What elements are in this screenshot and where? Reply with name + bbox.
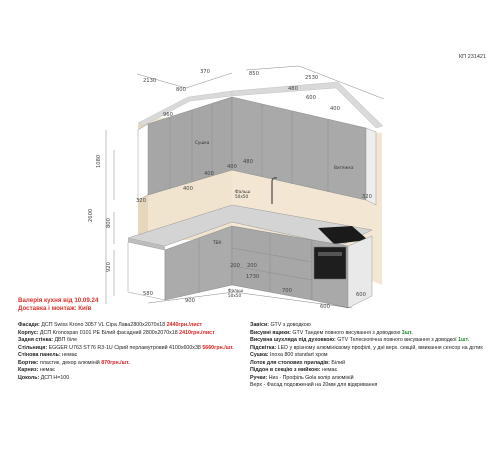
oven [314, 247, 346, 279]
dim-600-top: 600 [306, 95, 316, 101]
specs-right [250, 322, 490, 390]
spec-value: немає [38, 367, 55, 374]
spec-row-right-5 [250, 360, 490, 368]
spec-row-right-0 [250, 322, 490, 330]
dim-920: 920 [106, 262, 112, 272]
spec-value: немає [320, 367, 338, 374]
dim-800-vert: 800 [106, 218, 112, 228]
spec-key: Лоток для столових приладів: [250, 359, 330, 366]
spec-count: 3шт. [401, 329, 413, 336]
spec-row-left-6 [18, 367, 246, 375]
spec-price: 5660грн./шт. [202, 344, 234, 351]
spec-price: 2440грн./лист [166, 322, 203, 328]
spec-row-right-2 [250, 337, 490, 345]
spec-row-left-2 [18, 337, 246, 345]
spec-row-left-7 [18, 375, 246, 383]
label-sushka: Сушка [195, 140, 210, 145]
spec-row-left-1 [18, 330, 246, 338]
spec-key: Висувні ящики: [250, 329, 291, 336]
dim-700: 700 [282, 288, 292, 294]
dim-200-b: 200 [247, 263, 257, 269]
spec-key: Цоколь: [18, 374, 40, 381]
spec-value: Білий [329, 359, 346, 366]
spec-row-left-4 [18, 352, 246, 360]
gallery-note [18, 297, 98, 313]
spec-key: Стільниця: [18, 344, 48, 351]
dim-580: 580 [143, 291, 153, 297]
dim-2600: 2600 [88, 208, 94, 222]
spec-value: Низ - Профіль Gola колір алюміній [267, 374, 354, 381]
spec-price: 2410грн./лист [179, 329, 215, 336]
sheet-id: КП 231421 [458, 54, 486, 60]
spec-value: пластик, декор алюміній [38, 359, 102, 366]
dim-480: 480 [243, 159, 253, 165]
label-vytyazhka: Витяжка [334, 165, 354, 170]
dim-600-bottom: 600 [320, 304, 330, 310]
dim-2130: 2130 [143, 78, 157, 84]
spec-value: GTV Тандем повного висування з доводкою [290, 329, 402, 336]
spec-key: Ручки: [250, 374, 268, 381]
spec-key: Фасади: [18, 322, 40, 328]
label-tbk: ТБК [213, 240, 222, 245]
dim-1730: 1730 [246, 274, 260, 280]
spec-key: Корпус: [18, 329, 39, 336]
dim-400-top: 400 [330, 106, 340, 112]
spec-key: Висувна шухляда під духовкою: [250, 337, 336, 344]
dim-480-top: 480 [288, 86, 298, 92]
spec-row-right-1 [250, 330, 490, 338]
spec-value: немає [60, 352, 78, 359]
spec-row-right-3 [250, 345, 490, 353]
spec-value: ДСП Swiss Krono 3057 VL Сіра Лава2800х2070х18 [39, 322, 167, 328]
spec-value: GTV Телескопічна повного висування з доводкої [335, 337, 459, 344]
dim-400-b: 400 [204, 171, 214, 177]
dim-960: 960 [163, 112, 173, 118]
spec-key: Бортик: [18, 359, 39, 366]
dim-200-a: 200 [230, 263, 240, 269]
label-falsh-top: Фальш 50х50 [235, 189, 251, 199]
spec-row-right-4 [250, 352, 490, 360]
specs-left [18, 322, 246, 382]
spec-key: Карниз: [18, 367, 39, 374]
dim-850: 850 [249, 71, 259, 77]
spec-key: Задня стінка: [18, 337, 53, 344]
dim-400-a: 400 [183, 186, 193, 192]
spec-key: Сушка: [250, 352, 269, 359]
spec-key: Завіси: [250, 322, 269, 328]
upper-cabinet-end-panel [138, 124, 148, 200]
spec-key: Піддон в секцію з мийкою: [250, 367, 321, 374]
spec-value: ДВП біле [52, 337, 78, 344]
dim-1080: 1080 [96, 154, 102, 168]
dim-2530: 2530 [305, 75, 319, 81]
spec-count: 1шт. [458, 337, 470, 344]
spec-key: Стінова панель: [18, 352, 61, 359]
dim-600-side: 600 [356, 292, 366, 298]
spec-value: ДСП Kronospan 0101 PE Білий фасадний 2800х2070х18 [38, 329, 180, 336]
dim-800: 800 [176, 87, 186, 93]
dim-400-c: 400 [227, 164, 237, 170]
dim-320-left: 320 [136, 198, 146, 204]
gallery-line-1: Валерія кухня від 10.09.24 [18, 297, 99, 304]
spec-row-left-0 [18, 322, 246, 330]
label-falsh-bottom: Фальш 50х50 [228, 288, 244, 298]
spec-row-left-5 [18, 360, 246, 368]
dim-320-right: 320 [362, 194, 372, 200]
spec-row-left-3 [18, 345, 246, 353]
spec-row-right-7 [250, 375, 490, 383]
spec-key: Підсвітка: [250, 344, 277, 351]
spec-value: Inoxa 800 standart хром [268, 352, 328, 359]
spec-value: ДСП Н=100 [39, 374, 70, 381]
spec-row-right-6 [250, 367, 490, 375]
gallery-line-2: Доставка і монтаж: Київ [18, 305, 92, 312]
spec-value: LED у врізному алюмінієвому профілі, у дні верх. секцій, вмикання сенсор на дотик [276, 344, 483, 351]
spec-row-right-8 [250, 382, 490, 390]
dim-900: 900 [185, 298, 195, 304]
spec-price: 870грн./шт. [101, 359, 130, 366]
spec-value: Верх - Фасад подовжений на 20мм для відкривання [250, 382, 378, 389]
dim-370: 370 [200, 69, 210, 75]
spec-value: GTV з доводкою [268, 322, 311, 328]
spec-value: EGGER U763 ST76 R3-1U Сірий перламутровий 4100х600х38 [47, 344, 203, 351]
